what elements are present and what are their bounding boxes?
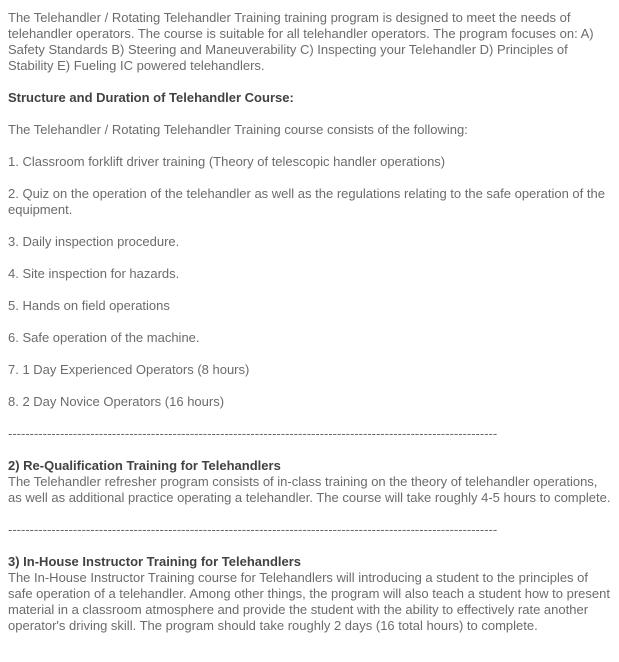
course-structure-lead: The Telehandler / Rotating Telehandler Training course consists of the following:: [8, 122, 468, 137]
section-requalification: [8, 458, 611, 506]
section-heading-requalification: 2) Re-Qualification Training for Telehandlers: [8, 458, 281, 473]
intro-paragraph: The Telehandler / Rotating Telehandler Training training program is designed to meet the needs of telehandler operators. The course is suitable for all telehandler operators. The program focuses on: A) Safety Standards B) Steering and Maneuverability C) Inspecting your Telehandler D) Principles of Stability E) Fueling IC powered telehandlers.: [8, 10, 594, 73]
course-item-8: 8. 2 Day Novice Operators (16 hours): [8, 394, 225, 409]
instructor-body: The In-House Instructor Training course for Telehandlers will introducing a student to the principles of safe operation of a telehandler. Among other things, the program will also teach a student how to present material in a classroom atmosphere and provide the student with the ability to effectively rate another operator's driving skill. The program should take roughly 2 days (16 total hours) to complete.: [8, 570, 610, 633]
course-item-2: 2. Quiz on the operation of the telehandler as well as the regulations relating to the safe operation of the equipment.: [8, 186, 605, 217]
dashed-divider: -----------------------------------------------------------------------------------------------------------------: [8, 426, 498, 441]
section-heading-instructor: 3) In-House Instructor Training for Telehandlers: [8, 554, 302, 569]
course-item-4: 4. Site inspection for hazards.: [8, 266, 180, 281]
section-heading-course-structure: Structure and Duration of Telehandler Course:: [8, 90, 294, 105]
course-item-3: 3. Daily inspection procedure.: [8, 234, 180, 249]
section-instructor: [8, 554, 611, 634]
requalification-body: The Telehandler refresher program consists of in-class training on the theory of telehandler operations, as well as additional practice operating a telehandler. The course will take roughly 4-5 hours to complete.: [8, 474, 611, 505]
dashed-divider: -----------------------------------------------------------------------------------------------------------------: [8, 522, 498, 537]
course-item-5: 5. Hands on field operations: [8, 298, 170, 313]
course-item-1: 1. Classroom forklift driver training (Theory of telescopic handler operations): [8, 154, 446, 169]
course-item-7: 7. 1 Day Experienced Operators (8 hours): [8, 362, 250, 377]
course-item-6: 6. Safe operation of the machine.: [8, 330, 200, 345]
